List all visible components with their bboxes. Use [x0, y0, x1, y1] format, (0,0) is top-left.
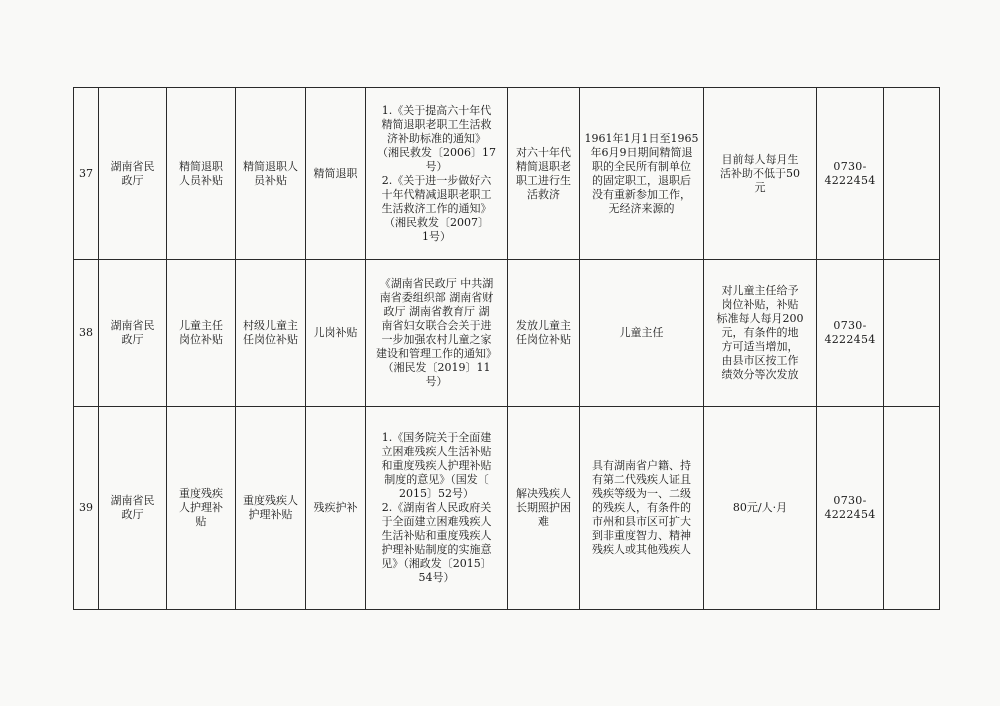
table-row [74, 260, 940, 407]
department-cell-text: 湖南省民 政厅 [110, 319, 155, 346]
standard-cell [704, 407, 817, 610]
target-group-cell [580, 407, 704, 610]
policy-basis-cell-text: 1.《国务院关于全面建 立困难残疾人生活补贴 和重度残疾人护理补贴 制度的意见》（国发〔 2015〕52号） 2.《湖南省人民政府关 于全面建立困难残疾人 生活补贴和重度残疾人 护理补贴制度的实施意 见》（湘政发〔2015〕 54号） [381, 431, 492, 584]
table-row [74, 88, 940, 260]
purpose-cell-text: 解决残疾人 长期照护困 难 [516, 487, 571, 528]
subsidy-category-cell-text: 儿岗补贴 [313, 326, 358, 339]
policy-basis-cell-text: 1.《关于提高六十年代 精简退职老职工生活救 济补助标准的通知》 （湘民救发〔2006〕17 号） 2.《关于进一步做好六 十年代精减退职老职工 生活救济工作的通知》 （湘民救发〔2007〕 1号） [377, 103, 496, 243]
standard-cell-text: 对儿童主任给予 岗位补贴，补贴 标准每人每月200 元，有条件的地 方可适当增加， 由县市区按工作 绩效分等次发放 [716, 284, 804, 381]
purpose-cell-text: 发放儿童主 任岗位补贴 [516, 319, 571, 346]
subsidy-category-cell-text: 精简退职 [313, 166, 358, 180]
note-cell [884, 88, 940, 260]
policy-basis-cell [366, 88, 508, 260]
target-group-cell-text: 儿童主任 [619, 326, 664, 339]
subsidy-subitem-cell [236, 407, 306, 610]
policy-basis-cell [366, 260, 508, 407]
contact-phone-cell-text: 0730- 4222454 [824, 319, 876, 346]
row-number [74, 260, 99, 407]
department-cell [99, 88, 167, 260]
subsidy-item-cell-text: 精简退职 人员补贴 [179, 159, 223, 187]
purpose-cell [508, 260, 580, 407]
contact-phone-cell [817, 407, 884, 610]
table-row [74, 407, 940, 610]
subsidy-item-cell [167, 260, 236, 407]
row-number-text: 39 [79, 501, 93, 514]
purpose-cell [508, 88, 580, 260]
standard-cell-text: 目前每人每月生 活补助不低于50 元 [720, 152, 800, 194]
contact-phone-cell [817, 260, 884, 407]
subsidy-item-cell-text: 儿童主任 岗位补贴 [179, 319, 223, 346]
target-group-cell-text: 1961年1月1日至1965 年6月9日期间精简退 职的全民所有制单位 的固定职工，退职后 没有重新参加工作， 无经济来源的 [584, 131, 699, 215]
subsidy-subitem-cell [236, 260, 306, 407]
target-group-cell [580, 260, 704, 407]
subsidy-item-cell [167, 407, 236, 610]
standard-cell [704, 260, 817, 407]
subsidy-subitem-cell-text: 精简退职人 员补贴 [243, 159, 298, 187]
subsidy-category-cell-text: 残疾护补 [313, 501, 358, 514]
department-cell [99, 407, 167, 610]
department-cell-text: 湖南省民 政厅 [110, 159, 155, 187]
subsidy-item-cell-text: 重度残疾 人护理补 贴 [179, 487, 223, 528]
subsidy-category-cell [306, 88, 366, 260]
contact-phone-cell-text: 0730- 4222454 [824, 159, 876, 187]
target-group-cell [580, 88, 704, 260]
subsidy-item-cell [167, 88, 236, 260]
target-group-cell-text: 具有湖南省户籍、持 有第二代残疾人证且 残疾等级为一、二级 的残疾人，有条件的 市州和县市区可扩大 到非重度智力、精神 残疾人或其他残疾人 [592, 459, 691, 556]
department-cell-text: 湖南省民 政厅 [110, 494, 155, 521]
department-cell [99, 260, 167, 407]
row-number [74, 88, 99, 260]
note-cell [884, 407, 940, 610]
purpose-cell [508, 407, 580, 610]
policy-basis-cell-text: 《湖南省民政厅 中共湖 南省委组织部 湖南省财 政厅 湖南省教育厅 湖 南省妇女联合会关于进 一步加强农村儿童之家 建设和管理工作的通知》 （湘民发〔2019〕11 号） [376, 277, 497, 388]
contact-phone-cell-text: 0730- 4222454 [824, 494, 876, 521]
standard-cell-text: 80元/人·月 [732, 501, 788, 514]
purpose-cell-text: 对六十年代 精简退职老 职工进行生 活救济 [516, 145, 571, 201]
subsidy-subitem-cell [236, 88, 306, 260]
policy-basis-cell [366, 407, 508, 610]
standard-cell [704, 88, 817, 260]
subsidy-subitem-cell-text: 村级儿童主 任岗位补贴 [243, 319, 298, 346]
row-number-text: 38 [79, 326, 93, 339]
row-number [74, 407, 99, 610]
subsidy-category-cell [306, 260, 366, 407]
subsidy-category-cell [306, 407, 366, 610]
subsidy-table [73, 87, 940, 610]
row-number-text: 37 [79, 166, 93, 180]
note-cell [884, 260, 940, 407]
subsidy-subitem-cell-text: 重度残疾人 护理补贴 [243, 494, 298, 521]
contact-phone-cell [817, 88, 884, 260]
